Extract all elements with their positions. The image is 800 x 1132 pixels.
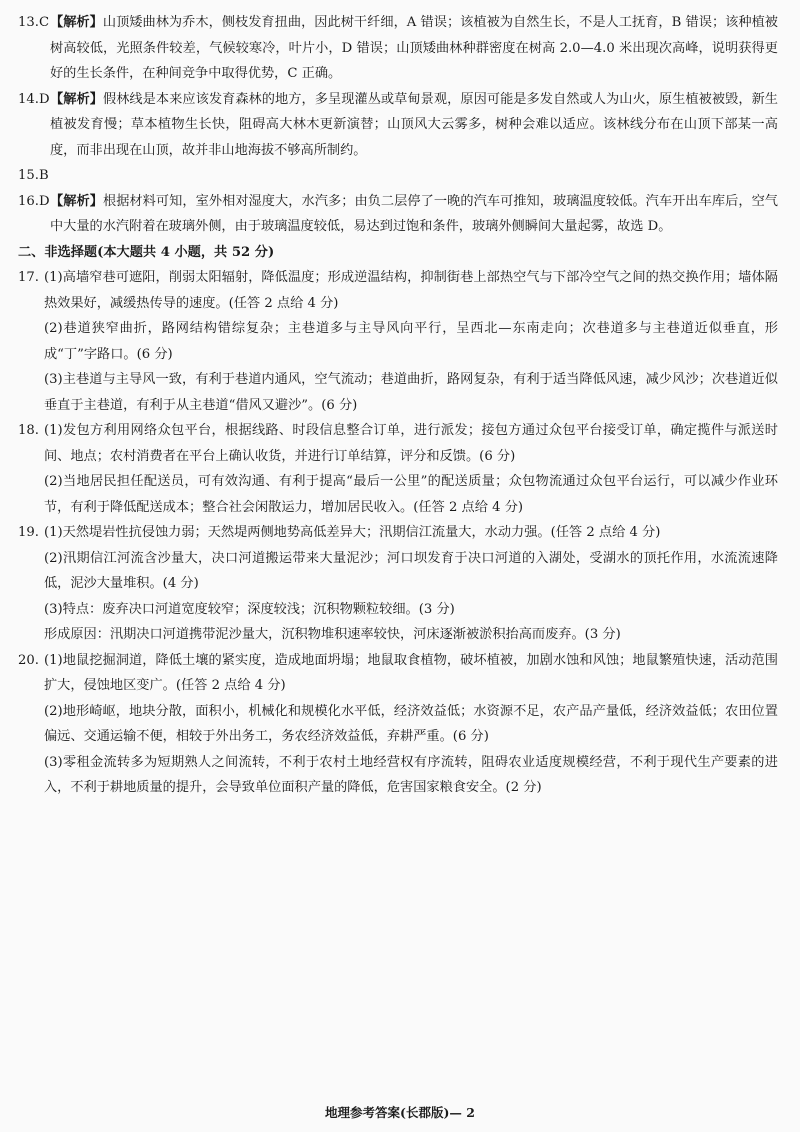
answer-20-part-3: (3)零租金流转多为短期熟人之间流转，不利于农村土地经营权有序流转，阻碍农业适度规模经营，不利于现代生产要素的进入，不利于耕地质量的提升，会导致单位面积产量的降低，危害国家粮食安全。(2 分) — [44, 754, 778, 795]
answer-text: 根据材料可知，室外相对湿度大，水汽多；由负二层停了一晚的汽车可推知，玻璃温度较低。汽车开出车库后，空气中大量的水汽附着在玻璃外侧，由于玻璃温度较低，易达到过饱和条件，玻璃外侧瞬间大量起雾，故选 D。 — [50, 193, 778, 234]
answer-text: (1)地鼠挖掘洞道，降低土壤的紧实度，造成地面坍塌；地鼠取食植物，破坏植被，加剧水蚀和风蚀；地鼠繁殖快速，活动范围扩大，侵蚀地区变广。(任答 2 点给 4 分) — [44, 652, 778, 693]
answer-18 — [18, 418, 778, 469]
answer-13 — [18, 10, 778, 87]
question-number: 13.C — [18, 15, 50, 30]
question-number: 17. — [18, 270, 39, 285]
answer-text: (1)发包方利用网络众包平台，根据线路、时段信息整合订单，进行派发；接包方通过众包平台接受订单，确定揽件与派送时间、地点；农村消费者在平台上确认收货，并进行订单结算，评分和反馈。(6 分) — [44, 423, 778, 464]
question-number: 20. — [18, 652, 39, 668]
answer-19 — [18, 520, 778, 546]
answer-text: (1)高墙窄巷可遮阳，削弱太阳辐射，降低温度；形成逆温结构，抑制街巷上部热空气与下部冷空气之间的热交换作用；墙体隔热效果好，减缓热传导的速度。(任答 2 点给 4 分) — [44, 270, 778, 311]
answer-18-part-2: (2)当地居民担任配送员，可有效沟通、有利于提高“最后一公里”的配送质量；众包物流通过众包平台运行，可以减少作业环节，有利于降低配送成本；整合社会闲散运力，增加居民收入。(任答 2 点给 4 分) — [44, 474, 778, 515]
answer-15 — [18, 163, 778, 189]
answer-text: 假林线是本来应该发育森林的地方，多呈现灌丛或草甸景观，原因可能是多发自然或人为山火，原生植被被毁，新生植被发育慢；草本植物生长快，阻碍高大林木更新演替；山顶风大云雾多，树种会难以适应。该林线分布在山顶下部某一高度，而非出现在山顶，故并非山地海拔不够高所制约。 — [50, 91, 778, 158]
answer-20 — [18, 648, 778, 699]
answer-text: 山顶矮曲林为乔木，侧枝发育扭曲，因此树干纤细，A 错误；该植被为自然生长，不是人工抚育，B 错误；该种植被树高较低，光照条件较差，气候较寒冷，叶片小，D 错误；山顶矮曲林种群密度在树高 2.0—4.0 米出现次高峰，说明获得更好的生长条件，在种间竞争中取得优势，C 正确。 — [50, 15, 778, 81]
section-heading: 二、非选择题(本大题共 4 小题，共 52 分) — [18, 244, 275, 260]
analysis-tag: 【解析】 — [50, 193, 103, 209]
analysis-tag: 【解析】 — [50, 15, 103, 30]
question-number: 19. — [18, 525, 39, 540]
answer-19-part-3: (3)特点：废弃决口河道宽度较窄；深度较浅；沉积物颗粒较细。(3 分) — [44, 601, 455, 617]
question-number: 16.D — [18, 193, 50, 209]
question-number: 18. — [18, 423, 39, 438]
answer-20-part-2: (2)地形崎岖，地块分散，面积小，机械化和规模化水平低，经济效益低；水资源不足，农产品产量低，经济效益低；农田位置偏远、交通运输不便，相较于外出务工，务农经济效益低，弃耕严重。(6 分) — [44, 703, 778, 744]
question-number: 15.B — [18, 168, 49, 183]
analysis-tag: 【解析】 — [50, 91, 103, 107]
answer-17 — [18, 265, 778, 316]
question-number: 14.D — [18, 91, 50, 107]
answer-17-part-2: (2)巷道狭窄曲折，路网结构错综复杂；主巷道多与主导风向平行，呈西北—东南走向；次巷道多与主巷道近似垂直，形成“丁”字路口。(6 分) — [44, 321, 778, 362]
answer-19-part-3-reason: 形成原因：汛期决口河道携带泥沙量大，沉积物堆积速率较快，河床逐渐被淤积抬高而废弃。(3 分) — [44, 627, 621, 642]
page-footer: 地理参考答案(长郡版)— 2 — [325, 1105, 475, 1120]
answer-17-part-3: (3)主巷道与主导风一致，有利于巷道内通风，空气流动；巷道曲折，路网复杂，有利于适当降低风速，减少风沙；次巷道近似垂直于主巷道，有利于从主巷道“借风又避沙”。(6 分) — [44, 372, 778, 413]
answer-14 — [18, 87, 778, 164]
answer-19-part-2: (2)汛期信江河流含沙量大，决口河道搬运带来大量泥沙；河口坝发育于决口河道的入湖处，受湖水的顶托作用，水流流速降低，泥沙大量堆积。(4 分) — [44, 550, 778, 591]
answer-text: (1)天然堤岩性抗侵蚀力弱；天然堤两侧地势高低差异大；汛期信江流量大，水动力强。(任答 2 点给 4 分) — [44, 525, 661, 540]
answer-16 — [18, 189, 778, 240]
